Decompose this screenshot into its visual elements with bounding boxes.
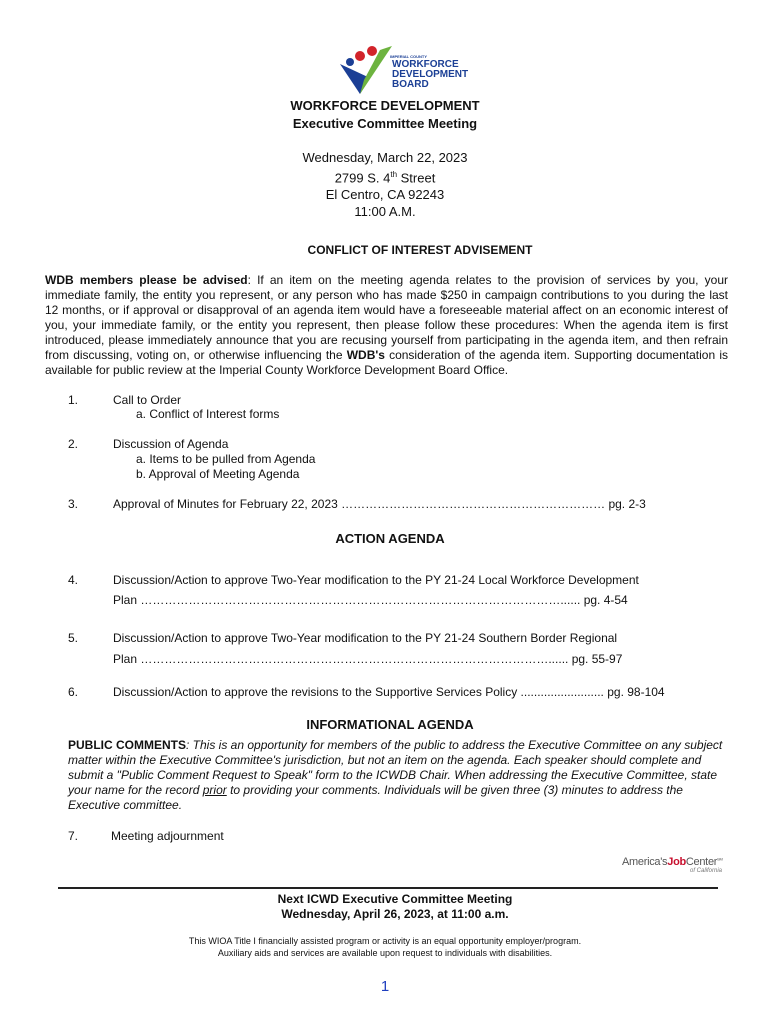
item-6-number: 6. — [68, 685, 79, 699]
eeo-notice: This WIOA Title I financially assisted program or activity is an equal opportunity employer/program. — [188, 936, 582, 946]
item-4-line1: Discussion/Action to approve Two-Year modification to the PY 21-24 Local Workforce Development — [113, 573, 639, 587]
next-meeting-date: Wednesday, April 26, 2023, at 11:00 a.m. — [281, 907, 509, 921]
item-7-text: Meeting adjournment — [111, 829, 224, 843]
aux-aids-notice: Auxiliary aids and services are available upon request to individuals with disabilities. — [217, 948, 553, 958]
action-items — [0, 573, 770, 703]
americas-job-center-logo — [622, 856, 732, 882]
item-2b: b. Approval of Meeting Agenda — [136, 467, 300, 481]
public-comments-label: PUBLIC COMMENTS — [68, 738, 186, 752]
logo-workforce-text: WORKFORCE — [392, 59, 459, 70]
ajc-logo-wordmark: America'sJobCenter℠ — [622, 856, 723, 868]
item-4-number: 4. — [68, 573, 79, 587]
conflict-heading: CONFLICT OF INTEREST ADVISEMENT — [307, 243, 533, 257]
item-3-text: Approval of Minutes for February 22, 2023 ………………………………………………………… pg. 2-3 — [113, 497, 646, 511]
logo-board-text: BOARD — [392, 79, 429, 90]
meeting-info — [0, 149, 770, 220]
public-comments-paragraph: PUBLIC COMMENTS: This is an opportunity for members of the public to address the Executive Committee on any subject matter within the Executive Committee's jurisdiction, but not an item on the agenda. Each speaker should complete and submit a "Public Comment Request to Speak" form to the ICWDB Chair. When addressing the Executive Committee, state your name for the record prior to providing your comments. Individuals will be given three (3) minutes to address the Executive committee. — [68, 738, 723, 812]
meeting-street: 2799 S. 4th Street — [334, 170, 436, 186]
item-2-text: Discussion of Agenda — [113, 437, 229, 451]
item-1-text: Call to Order — [113, 393, 182, 407]
item-5-line1: Discussion/Action to approve Two-Year modification to the PY 21-24 Southern Border Regional — [113, 631, 618, 645]
footer-divider — [58, 887, 718, 889]
workforce-board-logo — [330, 42, 470, 102]
action-agenda-heading: ACTION AGENDA — [335, 531, 445, 546]
logo-county-text: IMPERIAL COUNTY — [390, 54, 428, 59]
item-2a: a. Items to be pulled from Agenda — [136, 452, 316, 466]
informational-agenda-heading: INFORMATIONAL AGENDA — [306, 717, 474, 732]
conflict-lead: WDB members please be advised — [45, 273, 248, 287]
document-subtitle: Executive Committee Meeting — [292, 116, 478, 131]
document-title: WORKFORCE DEVELOPMENT — [290, 98, 480, 113]
item-4-line2: Plan ……………………………………………………………………………………………...... pg. 4-54 — [113, 593, 628, 607]
logo-development-text: DEVELOPMENT — [392, 69, 469, 80]
next-meeting-title: Next ICWD Executive Committee Meeting — [277, 892, 513, 906]
item-7-number: 7. — [68, 829, 79, 843]
item-7 — [0, 829, 770, 845]
item-6-text: Discussion/Action to approve the revisions to the Supportive Services Policy ......................... pg. 98-104 — [113, 685, 665, 699]
item-3-number: 3. — [68, 497, 79, 511]
item-2-number: 2. — [68, 437, 79, 451]
item-5-number: 5. — [68, 631, 79, 645]
wdb-bold: WDB's — [346, 348, 385, 362]
prior-underlined: prior — [202, 783, 227, 797]
conflict-paragraph: WDB members please be advised: If an item on the meeting agenda relates to the provision of services by you, your immediate family, the entity you represent, or any person who has made $250 in campaign contributions to you during the last 12 months, or if approval or disapproval of an agenda item would have a foreseeable material affect on an economic interest of you, your immediate family, or the entity you represent, then please follow these procedures: When the agenda item is first introduced, please immediately announce that you are recusing yourself from participating in the agenda item, and then refrain from discussing, voting on, or otherwise influencing the WDB's consideration of the agenda item. Supporting documentation is available for public review at the Imperial County Workforce Development Board Office. — [45, 273, 728, 377]
item-1a: a. Conflict of Interest forms — [136, 407, 280, 421]
meeting-date: Wednesday, March 22, 2023 — [302, 150, 468, 165]
item-5-line2: Plan …………………………………………………………………………………………...... pg. 55-97 — [113, 652, 623, 666]
ajc-logo-subtext: of California — [689, 868, 722, 874]
agenda-items-general — [0, 393, 770, 513]
page-number: 1 — [380, 978, 390, 995]
meeting-city: El Centro, CA 92243 — [325, 187, 445, 203]
meeting-time: 11:00 A.M. — [354, 204, 416, 220]
item-1-number: 1. — [68, 393, 79, 407]
